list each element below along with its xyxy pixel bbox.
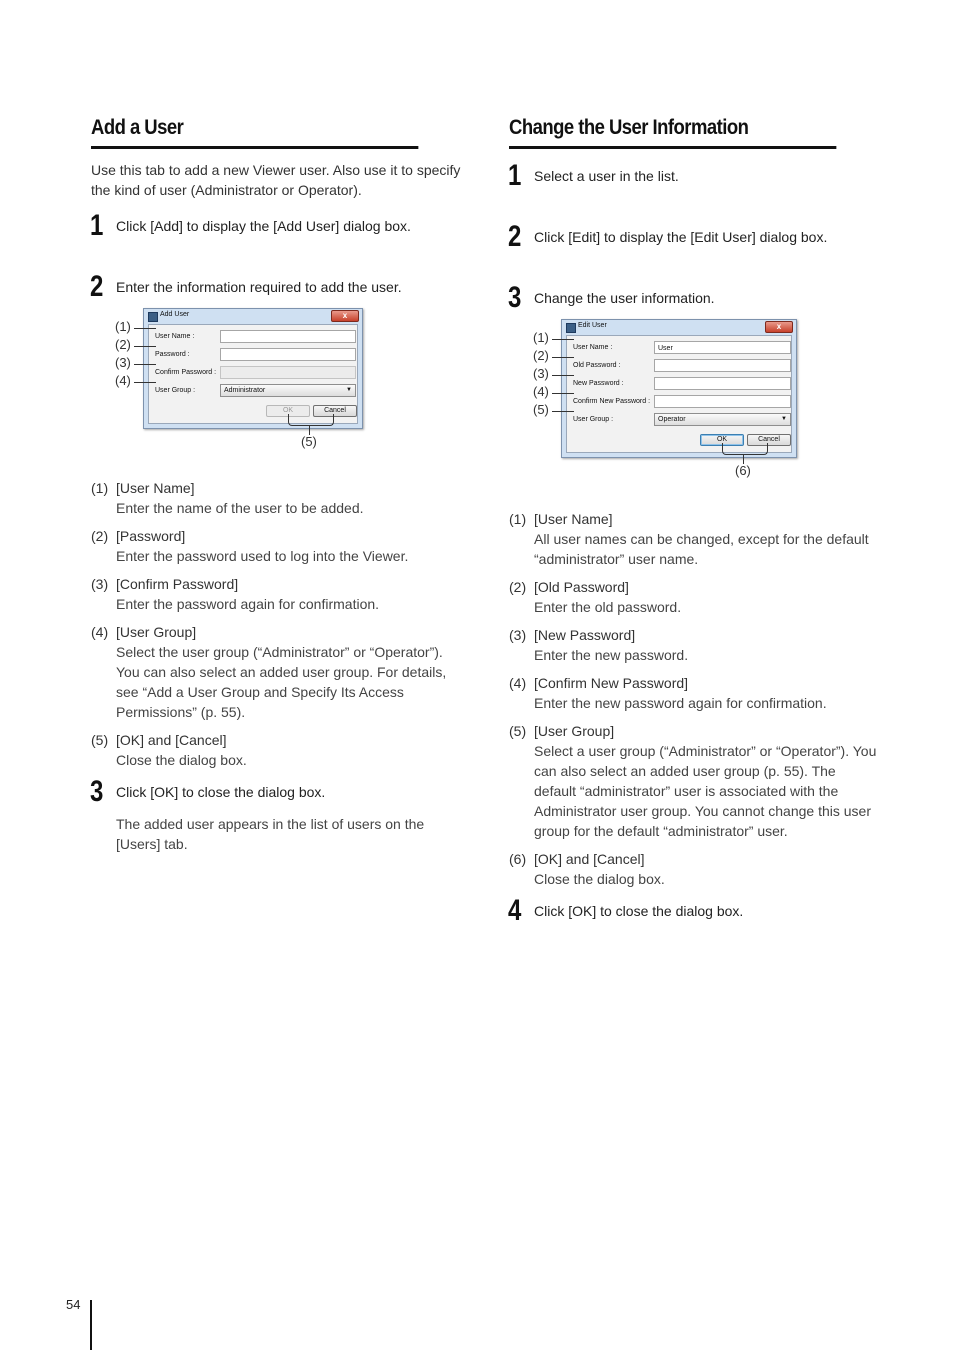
dialog-title: Add User bbox=[160, 311, 190, 318]
callout-4: (4) bbox=[115, 373, 131, 388]
step-number: 4 bbox=[508, 894, 522, 927]
user-name-label: User Name : bbox=[573, 344, 613, 351]
list-item: (5) [User Group] Select a user group (“Administrator” or “Operator”). You can also select an added user group (p. 55). The default “administrator” user is associated with the Administrator user group. You cannot change this user group for the default “administrator” user. bbox=[509, 723, 877, 839]
cancel-button[interactable]: Cancel bbox=[747, 434, 791, 446]
new-password-field[interactable] bbox=[654, 377, 791, 390]
page-divider bbox=[90, 1300, 92, 1350]
step-number: 3 bbox=[508, 281, 522, 314]
step-text: Enter the information required to add the user. bbox=[116, 279, 402, 295]
user-name-field[interactable] bbox=[654, 341, 791, 354]
step-number: 3 bbox=[90, 775, 104, 808]
intro-text: Use this tab to add a new Viewer user. Also use it to specify the kind of user (Administrator or Operator). bbox=[91, 162, 461, 198]
step-1 bbox=[508, 159, 881, 192]
user-group-select[interactable] bbox=[654, 413, 791, 426]
user-group-value: Administrator bbox=[224, 387, 266, 394]
list-item: (3) [Confirm Password] Enter the password again for confirmation. bbox=[91, 576, 380, 612]
callout-5: (5) bbox=[301, 434, 317, 449]
list-item: (1) [User Name] Enter the name of the user to be added. bbox=[91, 480, 364, 516]
callout-3: (3) bbox=[115, 355, 131, 370]
callout-line bbox=[552, 339, 574, 340]
section-heading: Change the User Information bbox=[509, 116, 836, 149]
confirm-new-password-field[interactable] bbox=[654, 395, 791, 408]
user-name-label: User Name : bbox=[155, 333, 195, 340]
list-item: (5) [OK] and [Cancel] Close the dialog box. bbox=[91, 732, 247, 768]
callout-line bbox=[134, 328, 156, 329]
add-user-dialog-figure bbox=[91, 299, 463, 477]
callout-6: (6) bbox=[735, 463, 751, 478]
step-number: 1 bbox=[90, 209, 104, 242]
step-text: Click [OK] to close the dialog box. bbox=[116, 784, 326, 800]
edit-user-dialog bbox=[561, 319, 797, 458]
chevron-down-icon: ▼ bbox=[781, 416, 787, 422]
close-icon[interactable]: x bbox=[331, 310, 359, 322]
callout-1: (1) bbox=[115, 319, 131, 334]
callout-bracket bbox=[288, 414, 334, 426]
callout-bracket bbox=[722, 443, 768, 455]
step-text: Click [OK] to close the dialog box. bbox=[534, 903, 744, 919]
list-item: (3) [New Password] Enter the new password. bbox=[509, 627, 689, 663]
list-item: (4) [User Group] Select the user group (“Administrator” or “Operator”). You can also select an added user group. For details, see “Add a User Group and Specify Its Access Permissions” (p. 55). bbox=[91, 624, 447, 720]
add-user-dialog bbox=[143, 308, 363, 429]
app-icon bbox=[566, 323, 576, 333]
callout-3: (3) bbox=[533, 366, 549, 381]
callout-line bbox=[134, 346, 156, 347]
step-1 bbox=[90, 209, 463, 242]
list-item: (2) [Password] Enter the password used to log into the Viewer. bbox=[91, 528, 409, 564]
user-group-label: User Group : bbox=[155, 387, 196, 394]
password-label: Password : bbox=[155, 351, 190, 358]
step-text: Click [Edit] to display the [Edit User] dialog box. bbox=[534, 229, 828, 245]
list-item: (2) [Old Password] Enter the old password. bbox=[509, 579, 682, 615]
step-2 bbox=[508, 220, 881, 253]
step-3-note: The added user appears in the list of users on the [Users] tab. bbox=[116, 816, 425, 852]
user-group-select[interactable] bbox=[220, 384, 356, 397]
step-3 bbox=[90, 775, 463, 808]
dialog-titlebar bbox=[562, 320, 796, 334]
callout-5: (5) bbox=[533, 402, 549, 417]
user-group-value: Operator bbox=[658, 416, 686, 423]
user-group-label: User Group : bbox=[573, 416, 614, 423]
new-password-label: New Password : bbox=[573, 380, 624, 387]
ok-button[interactable]: OK bbox=[700, 434, 744, 446]
ok-button[interactable]: OK bbox=[266, 405, 310, 417]
step-2 bbox=[90, 270, 463, 303]
dialog-body bbox=[566, 335, 792, 453]
list-item: (6) [OK] and [Cancel] Close the dialog box. bbox=[509, 851, 665, 887]
callout-line bbox=[134, 364, 156, 365]
step-3 bbox=[508, 281, 881, 314]
step-4 bbox=[508, 894, 881, 927]
add-user-section bbox=[91, 116, 463, 854]
step-text: Select a user in the list. bbox=[534, 168, 679, 184]
step-number: 1 bbox=[508, 159, 522, 192]
change-user-section bbox=[508, 116, 881, 927]
callout-2: (2) bbox=[533, 348, 549, 363]
user-name-value: User bbox=[658, 345, 673, 352]
field-descriptions bbox=[91, 478, 463, 770]
dialog-titlebar bbox=[144, 309, 362, 323]
dialog-body bbox=[148, 324, 358, 424]
confirm-password-field[interactable] bbox=[220, 366, 356, 379]
callout-line bbox=[134, 382, 156, 383]
callout-2: (2) bbox=[115, 337, 131, 352]
confirm-new-password-label: Confirm New Password : bbox=[573, 398, 651, 405]
callout-1: (1) bbox=[533, 330, 549, 345]
callout-line bbox=[552, 411, 574, 412]
step-text: Change the user information. bbox=[534, 290, 715, 306]
section-heading: Add a User bbox=[91, 116, 418, 149]
step-text: Click [Add] to display the [Add User] dialog box. bbox=[116, 218, 411, 234]
cancel-button[interactable]: Cancel bbox=[313, 405, 357, 417]
app-icon bbox=[148, 312, 158, 322]
chevron-down-icon: ▼ bbox=[346, 387, 352, 393]
dialog-title: Edit User bbox=[578, 322, 607, 329]
field-descriptions bbox=[509, 509, 881, 889]
step-number: 2 bbox=[508, 220, 522, 253]
password-field[interactable] bbox=[220, 348, 356, 361]
step-number: 2 bbox=[90, 270, 104, 303]
list-item: (4) [Confirm New Password] Enter the new password again for confirmation. bbox=[509, 675, 827, 711]
edit-user-dialog-figure bbox=[509, 310, 881, 516]
callout-line bbox=[552, 375, 574, 376]
confirm-password-label: Confirm Password : bbox=[155, 369, 217, 376]
old-password-label: Old Password : bbox=[573, 362, 621, 369]
callout-line bbox=[552, 393, 574, 394]
page-number: 54 bbox=[66, 1297, 81, 1312]
old-password-field[interactable] bbox=[654, 359, 791, 372]
list-item: (1) [User Name] All user names can be changed, except for the default “administrator” user name. bbox=[509, 511, 869, 567]
callout-4: (4) bbox=[533, 384, 549, 399]
close-icon[interactable]: x bbox=[765, 321, 793, 333]
user-name-field[interactable] bbox=[220, 330, 356, 343]
callout-line bbox=[552, 357, 574, 358]
